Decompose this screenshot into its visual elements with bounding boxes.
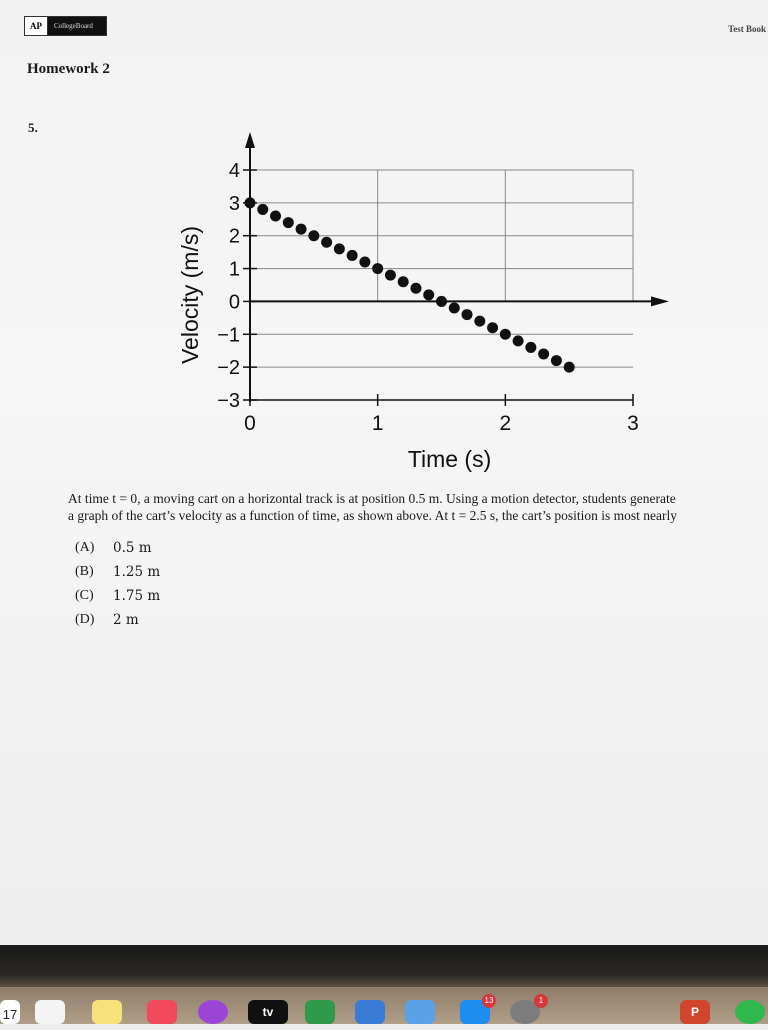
data-point [449,303,460,314]
data-point [270,211,281,222]
music-icon[interactable] [147,1000,177,1024]
app-store-badge: 13 [482,994,496,1008]
question-line-2: a graph of the cart’s velocity as a function of time, as shown above. At t = 2.5 s, the cart’s position is most nearly [68,508,677,523]
data-point [551,355,562,366]
x-tick-label: 0 [244,412,256,435]
numbers-icon[interactable] [305,1000,335,1024]
calendar-icon[interactable] [0,1000,20,1024]
choice-letter: (D) [75,612,95,627]
answer-choices [75,536,160,632]
question-text [68,490,768,524]
choice-letter: (A) [75,540,95,555]
reminders-icon[interactable] [35,1000,65,1024]
data-point [359,257,370,268]
collegeboard-logo-text: CollegeBoard [48,17,106,35]
y-tick-label: −1 [217,324,240,347]
y-axis-label: Velocity (m/s) [177,225,203,365]
choice-text: 0.5 m [113,540,152,556]
podcasts-icon[interactable] [198,1000,228,1024]
y-tick-label: −2 [217,357,240,380]
data-point [321,237,332,248]
velocity-time-graph [160,120,680,480]
data-point [487,322,498,333]
data-point [538,349,549,360]
y-tick-label: 2 [228,225,240,248]
data-point [347,250,358,261]
whatsapp-icon[interactable] [735,1000,765,1024]
choice-letter: (B) [75,564,94,579]
choice-text: 2 m [113,612,139,628]
notes-icon[interactable] [92,1000,122,1024]
data-point [462,309,473,320]
keynote-icon[interactable] [355,1000,385,1024]
choice-b[interactable] [75,560,160,584]
choice-text: 1.75 m [113,588,161,604]
x-tick-label: 2 [499,412,512,435]
apple-tv-label: tv [262,1005,274,1019]
data-point [372,263,383,274]
data-point [500,329,511,340]
data-point [398,276,409,287]
powerpoint-label: P [690,1005,699,1019]
y-tick-label: 1 [228,258,240,281]
data-point [513,335,524,346]
calendar-day: 17 [2,1007,18,1022]
preview-icon[interactable] [405,1000,435,1024]
data-point [436,296,447,307]
test-book-label: Test Book [728,24,766,34]
ap-logo-text: AP [25,17,48,35]
data-point [296,224,307,235]
x-axis-label: Time (s) [407,446,492,472]
data-point [334,243,345,254]
choice-letter: (C) [75,588,94,603]
data-point [257,204,268,215]
choice-c[interactable] [75,584,160,608]
x-tick-label: 3 [627,412,639,435]
ap-collegeboard-logo [24,16,107,36]
monitor-bezel [0,945,768,987]
homework-title: Homework 2 [27,61,110,77]
choice-a[interactable] [75,536,160,560]
y-tick-label: 0 [228,291,240,314]
data-point [410,283,421,294]
data-point [283,217,294,228]
system-preferences-badge: 1 [534,994,548,1008]
data-point [474,316,485,327]
powerpoint-icon[interactable] [680,1000,710,1024]
choice-text: 1.25 m [113,564,161,580]
data-point [423,289,434,300]
data-point [308,230,319,241]
question-number: 5. [28,120,38,135]
apple-tv-icon[interactable] [248,1000,288,1024]
choice-d[interactable] [75,608,160,632]
data-point [564,362,575,373]
data-point [245,197,256,208]
y-tick-label: −3 [217,390,240,412]
data-point [525,342,536,353]
y-tick-label: 4 [228,160,240,182]
x-axis-arrow [651,296,669,306]
question-line-1: At time t = 0, a moving cart on a horizontal track is at position 0.5 m. Using a motion detector, students generate [68,491,676,506]
data-point [385,270,396,281]
x-tick-label: 1 [371,412,384,435]
y-axis-arrow [245,132,255,148]
y-tick-label: 3 [228,192,240,215]
